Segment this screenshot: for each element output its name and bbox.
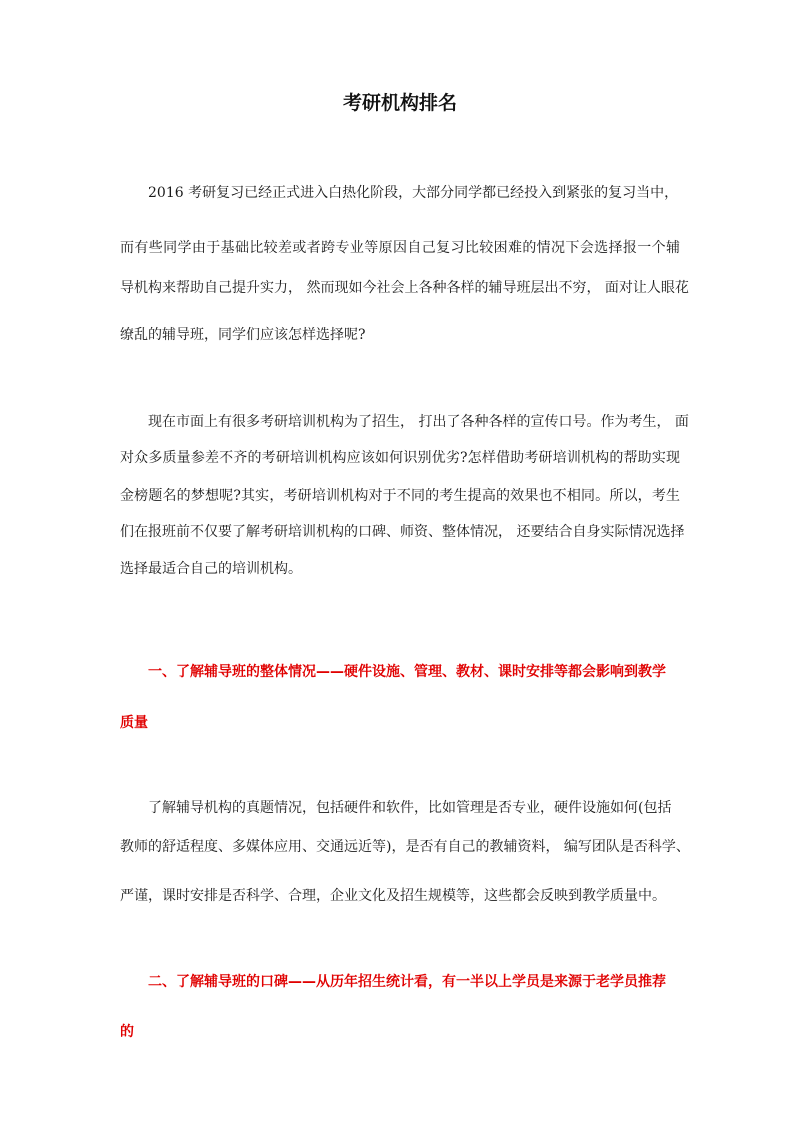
section-heading-1-line-1: 一、了解辅导班的整体情况——硬件设施、管理、教材、课时安排等都会影响到教学 (148, 664, 666, 680)
paragraph-2-line-2: 对众多质量参差不齐的考研培训机构应该如何识别优劣?怎样借助考研培训机构的帮助实现 (120, 450, 680, 466)
paragraph-1-line-2: 而有些同学由于基础比较差或者跨专业等原因自己复习比较困难的情况下会选择报一个辅 (120, 240, 680, 256)
paragraph-2-line-4: 们在报班前不仅要了解考研培训机构的口碑、师资、整体情况， 还要结合自身实际情况选择 (120, 524, 685, 540)
paragraph-3-line-1: 了解辅导机构的真题情况，包括硬件和软件，比如管理是否专业，硬件设施如何(包括 (148, 800, 672, 816)
paragraph-3-line-2: 教师的舒适程度、多媒体应用、交通远近等)，是否有自己的教辅资料， 编写团队是否科学、 (120, 839, 690, 855)
paragraph-1-line-3: 导机构来帮助自己提升实力， 然而现如今社会上各种各样的辅导班层出不穷， 面对让人眼花 (120, 280, 689, 296)
paragraph-2-line-5: 选择最适合自己的培训机构。 (120, 561, 302, 577)
paragraph-2-line-3: 金榜题名的梦想呢?其实，考研培训机构对于不同的考生提高的效果也不相同。所以，考生 (120, 488, 680, 504)
paragraph-3-line-3: 严谨，课时安排是否科学、合理，企业文化及招生规模等，这些都会反映到教学质量中。 (120, 888, 666, 904)
paragraph-1-line-1: 2016 考研复习已经正式进入白热化阶段，大部分同学都已经投入到紧张的复习当中， (148, 185, 679, 201)
section-heading-2-line-1: 二、了解辅导班的口碑——从历年招生统计看，有一半以上学员是来源于老学员推荐 (148, 974, 666, 990)
paragraph-1-line-4: 缭乱的辅导班，同学们应该怎样选择呢? (120, 327, 366, 343)
paragraph-2-line-1: 现在市面上有很多考研培训机构为了招生， 打出了各种各样的宣传口号。作为考生， 面 (148, 414, 689, 430)
section-heading-1-line-2: 质量 (120, 715, 148, 731)
section-heading-2-line-2: 的 (120, 1024, 134, 1040)
page-title: 考研机构排名 (342, 92, 457, 114)
